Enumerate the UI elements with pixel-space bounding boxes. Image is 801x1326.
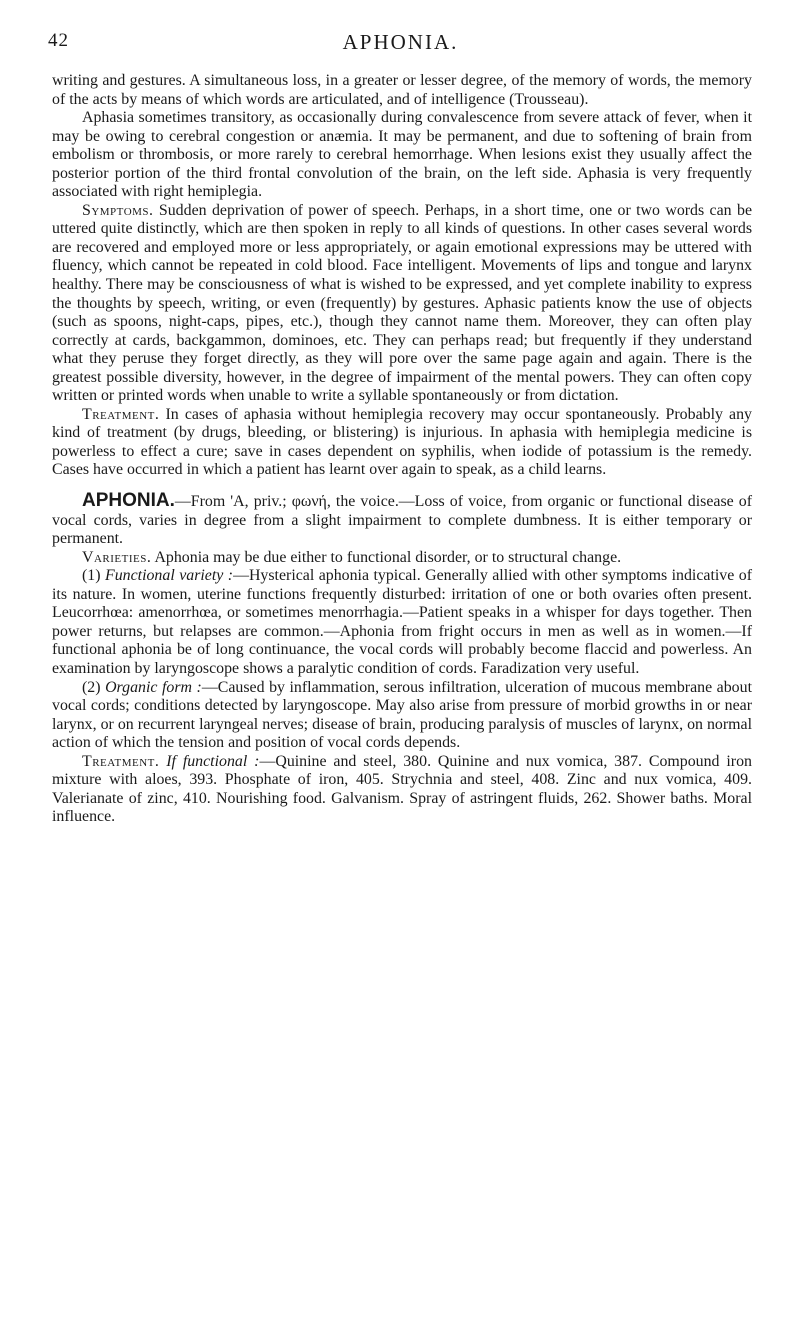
functional-number: (1) (82, 567, 105, 585)
page-header (48, 30, 753, 60)
organic-number: (2) (82, 678, 106, 696)
symptoms-heading: Symptoms. (82, 201, 154, 219)
aphonia-treatment-heading: Treatment. (82, 752, 160, 770)
page-number: 42 (48, 30, 69, 51)
functional-variety-paragraph (52, 567, 752, 678)
organic-label: Organic form : (105, 678, 202, 696)
aphasia-causes-paragraph: Aphasia sometimes transitory, as occasionally during convalescence from severe attack of fever, when it may be owing to cerebral congestion or anæmia. It may be permanent, and due to softening of brain from embolism or thrombosis, or more rarely to cerebral hemorrhage. When lesions exist they usually affect the posterior portion of the third frontal convolution of the brain, on the left side. Aphasia is very frequently associated with right hemiplegia. (52, 109, 752, 201)
aphasia-treatment-heading: Treatment. (82, 405, 160, 423)
symptoms-text: Sudden deprivation of power of speech. Perhaps, in a short time, one or two words can be uttered quite distinctly, which are then spoken in reply to all kinds of questions. In other cases several words are recovered and employed more or less appropriately, or again emotional expressions may be uttered with fluency, which cannot be repeated in cold blood. Face intelligent. Movements of lips and tongue and larynx healthy. There may be consciousness of what is wished to be expressed, and yet complete inability to express the thoughts by speech, writing, or even (frequently) by gestures. Aphasic patients know the use of objects (such as spoons, night-caps, pipes, etc.), though they cannot name them. Moreover, they can often play correctly at cards, backgammon, dominoes, etc. They can perhaps read; but frequently if they understand what they peruse they forget directly, as they will pore over the same page again and again. There is the greatest possible diversity, however, in the degree of impairment of the mental powers. They can often copy written or printed words when unable to write a syllable spontaneously or from dictation. (52, 201, 752, 405)
aphasia-symptoms-paragraph (52, 202, 752, 406)
aphonia-treatment-paragraph (52, 753, 752, 827)
aphasia-treatment-text: In cases of aphasia without hemiplegia recovery may occur spontaneously. Probably any kind of treatment (by drugs, bleeding, or blistering) is injurious. In aphasia with hemiplegia medicine is powerless to effect a cure; save in cases dependent on syphilis, when iodide of potassium is the remedy. Cases have occurred in which a patient has learnt over again to speak, as a child learns. (52, 405, 752, 479)
treatment-functional-label: If functional : (166, 752, 260, 770)
aphasia-treatment-paragraph (52, 406, 752, 480)
functional-label: Functional variety : (105, 567, 234, 585)
varieties-heading: Varieties. (82, 548, 152, 566)
running-title: APHONIA. (342, 30, 459, 54)
functional-text: —Hysterical aphonia typical. Generally allied with other symptoms indicative of its nature. In women, uterine functions frequently disturbed: irritation of one or both ovaries often present. Leucorrhœa: amenorrhœa, or sometimes menorrhagia.—Patient speaks in a whisper for days together. Then power returns, but relapses are common.—Aphonia from fright occurs in men as well as in women.—If functional aphonia be of long continuance, the vocal cords will probably become flaccid and powerless. An examination by laryngoscope shows a paralytic condition of cords. Faradization very useful. (52, 567, 752, 677)
varieties-text: Aphonia may be due either to functional disorder, or to structural change. (151, 548, 622, 566)
page-body (52, 72, 752, 827)
aphonia-treatment-text: —Quinine and steel, 380. Quinine and nux vomica, 387. Compound iron mixture with aloes, 393. Phosphate of iron, 405. Strychnia and steel, 408. Zinc and nux vomica, 409. Valerianate of zinc, 410. Nourishing food. Galvanism. Spray of astringent fluids, 262. Shower baths. Moral influence. (52, 752, 752, 826)
aphonia-definition-paragraph (52, 492, 752, 549)
aphonia-entry-title: APHONIA. (82, 490, 175, 512)
aphonia-varieties-paragraph (52, 549, 752, 568)
aphasia-continued-paragraph: writing and gestures. A simultaneous loss, in a greater or lesser degree, of the memory of words, the memory of the acts by means of which words are articulated, and of intelligence (Trousseau). (52, 72, 752, 108)
organic-form-paragraph (52, 679, 752, 753)
organic-text: —Caused by inflammation, serous infiltration, ulceration of mucous membrane about vocal cords; conditions detected by laryngoscope. May also arise from pressure of morbid growths in or near larynx, or on recurrent laryngeal nerves; disease of brain, producing paralysis of muscles of larynx, on normal action of which the tension and position of vocal cords depends. (52, 678, 752, 752)
aphonia-definition: —From 'A, priv.; φωνή, the voice.—Loss of voice, from organic or functional disease of vocal cords, varies in degree from a slight impairment to complete dumbness. It is either temporary or permanent. (52, 493, 752, 548)
